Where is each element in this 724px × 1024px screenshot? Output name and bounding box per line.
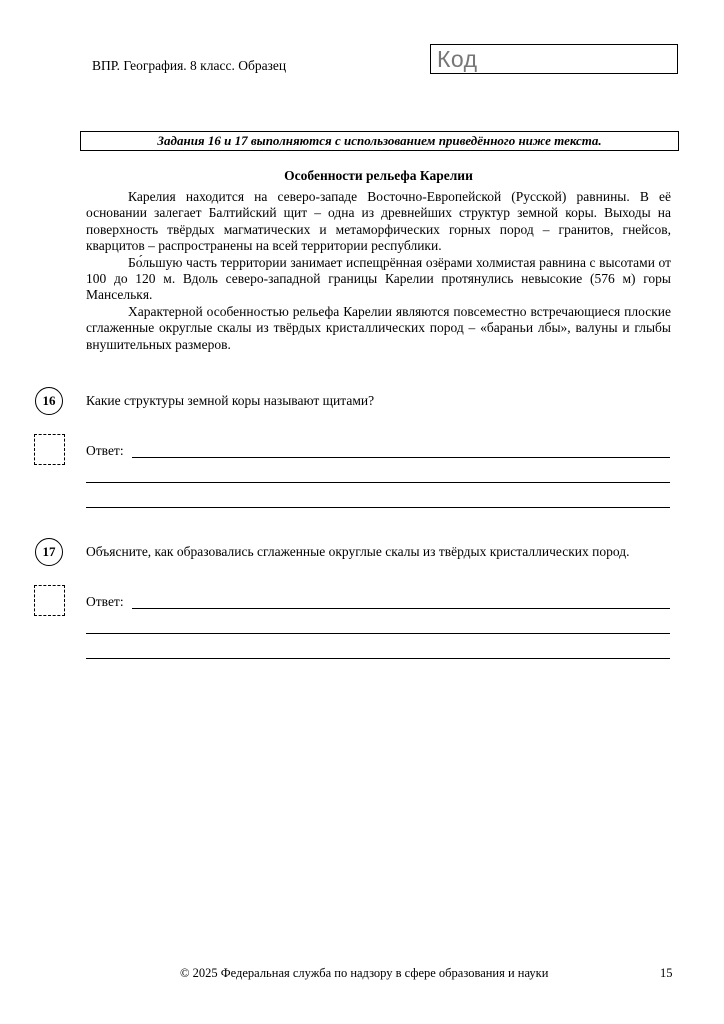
answer-label-17: Ответ: — [86, 594, 124, 609]
code-field[interactable]: Код — [430, 44, 678, 74]
answer-line-16-2[interactable] — [86, 482, 670, 483]
text-paragraph: Карелия находится на северо-западе Восточно-Европейской (Русской) равнины. В её основании залегает Балтийский щит – одна из древнейших структур земной коры. Выходы на поверхность твёрдых магматических и метаморфических горных пород – гранитов, гнейсов, кварцитов – распространены на всей территории республики. — [86, 189, 671, 254]
answer-line-17-1[interactable] — [132, 608, 670, 609]
answer-label-16: Ответ: — [86, 443, 124, 458]
answer-line-17-3[interactable] — [86, 658, 670, 659]
question-text-17: Объясните, как образовались сглаженные округлые скалы из твёрдых кристаллических пород. — [86, 544, 630, 559]
answer-line-16-1[interactable] — [132, 457, 670, 458]
footer-copyright: © 2025 Федеральная служба по надзору в сфере образования и науки — [180, 966, 549, 980]
score-box-17[interactable] — [34, 585, 65, 616]
page-number: 15 — [660, 966, 673, 980]
question-number-16: 16 — [35, 387, 63, 415]
score-box-16[interactable] — [34, 434, 65, 465]
task-instruction: Задания 16 и 17 выполняются с использованием приведённого ниже текста. — [80, 131, 679, 151]
answer-line-17-2[interactable] — [86, 633, 670, 634]
text-paragraph: Бо́льшую часть территории занимает испещрённая озёрами холмистая равнина с высотами от 100 до 120 м. Вдоль северо-западной границы Карелии протянулись невысокие (576 м) горы Манселькя. — [86, 254, 671, 303]
text-paragraph: Характерной особенностью рельефа Карелии являются повсеместно встречающиеся плоские сглаженные округлые скалы из твёрдых кристаллических пород – «бараньи лбы», валуны и глыбы внушительных размеров. — [86, 303, 671, 352]
question-text-16: Какие структуры земной коры называют щитами? — [86, 393, 375, 408]
text-title: Особенности рельефа Карелии — [284, 168, 473, 183]
question-number-17: 17 — [35, 538, 63, 566]
answer-line-16-3[interactable] — [86, 507, 670, 508]
reading-text — [86, 189, 671, 353]
header-title: ВПР. География. 8 класс. Образец — [92, 58, 287, 73]
